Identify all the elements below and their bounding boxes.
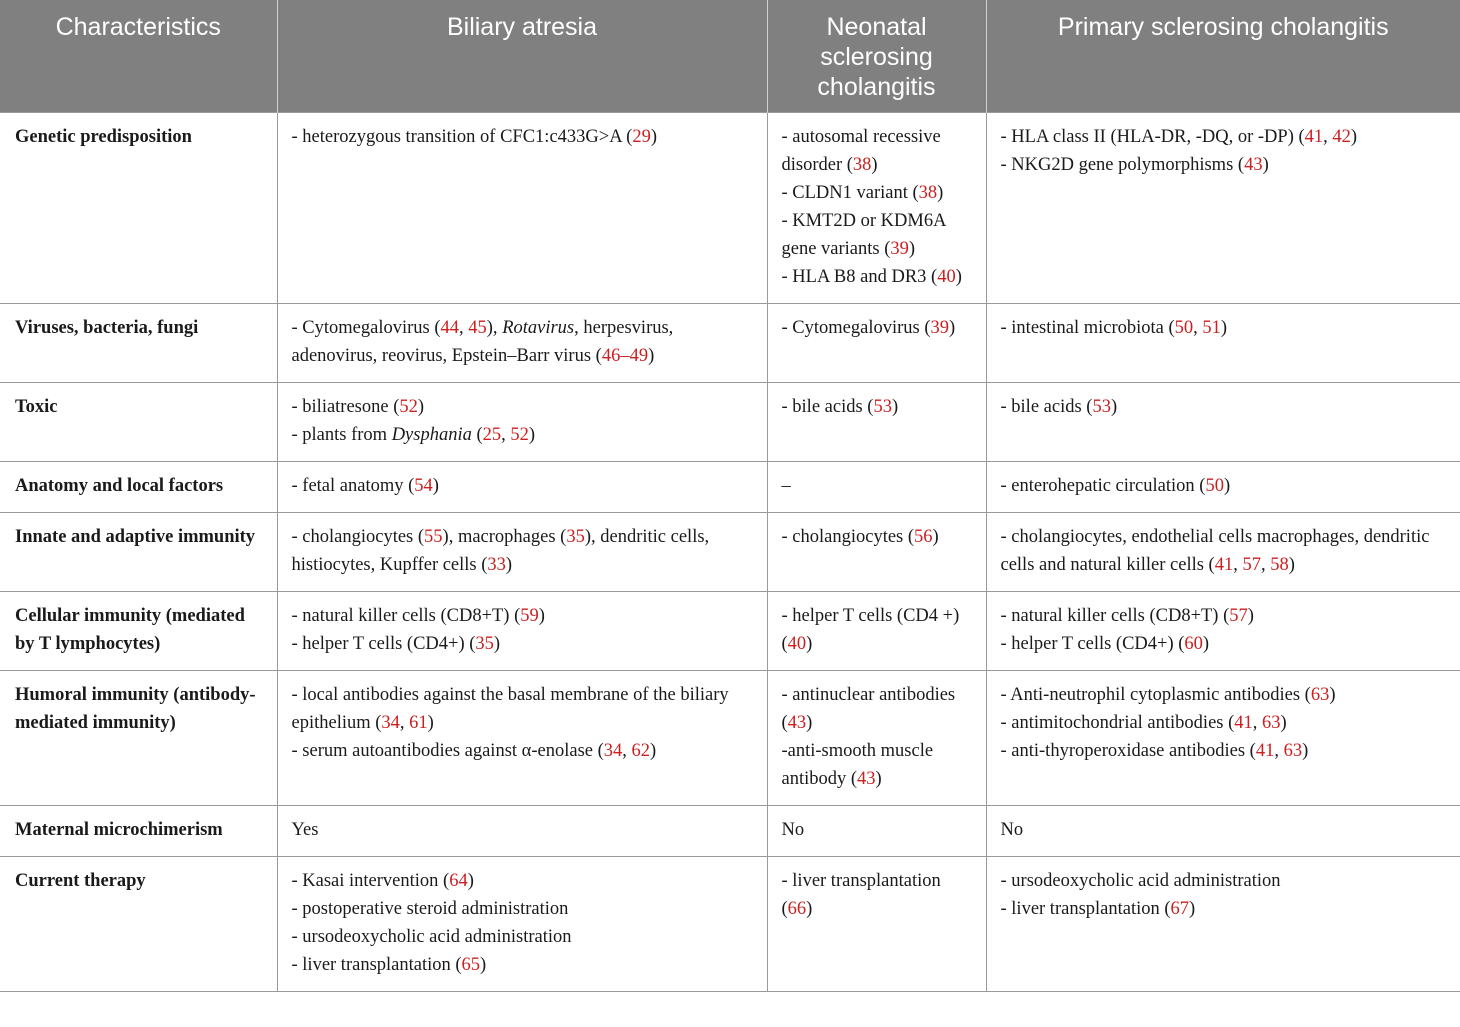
- table-row: [0, 462, 1460, 513]
- text-segment: ): [1202, 634, 1210, 654]
- text-segment: ): [538, 606, 545, 626]
- cell-line: [1001, 472, 1448, 500]
- text-segment: - liver transplantation (: [781, 871, 941, 919]
- cell-primary-sclerosing-cholangitis: [986, 513, 1460, 592]
- text-segment: ): [1302, 741, 1309, 761]
- text-segment: ): [1329, 685, 1336, 705]
- text-segment: ,: [1233, 555, 1243, 575]
- cell-line: [782, 602, 973, 658]
- text-segment: ,: [1252, 713, 1263, 733]
- text-segment: ),: [486, 318, 503, 338]
- text-segment: ,: [1260, 555, 1271, 575]
- reference-link[interactable]: 34: [603, 741, 623, 761]
- cell-primary-sclerosing-cholangitis: [986, 806, 1460, 857]
- cell-primary-sclerosing-cholangitis: [986, 304, 1460, 383]
- text-segment: - antimitochondrial antibodies (: [1000, 713, 1235, 733]
- text-segment: -anti-smooth muscle antibody (: [781, 741, 934, 789]
- reference-link[interactable]: 56: [914, 527, 933, 547]
- text-segment: ,: [1193, 318, 1203, 338]
- text-segment: - Kasai intervention (: [291, 871, 450, 891]
- text-segment: ): [891, 397, 899, 417]
- cell-primary-sclerosing-cholangitis: [986, 592, 1460, 671]
- text-segment: - postoperative steroid administration: [291, 899, 569, 919]
- cell-line: [292, 314, 754, 370]
- reference-link[interactable]: 50: [1205, 476, 1224, 496]
- text-segment: - bile acids (: [781, 397, 874, 417]
- cell-line: [1001, 709, 1448, 737]
- cell-line: [1001, 523, 1448, 579]
- cell-line: [292, 630, 754, 658]
- text-segment: - NKG2D gene polymorphisms (: [1000, 155, 1245, 175]
- cell-primary-sclerosing-cholangitis: [986, 113, 1460, 304]
- text-segment: - helper T cells (CD4 +) (: [781, 606, 960, 654]
- text-segment: , herpesvirus, adenovirus, reovirus, Epstein–Barr virus (: [291, 318, 674, 366]
- reference-link[interactable]: 63: [1310, 685, 1330, 705]
- cell-biliary-atresia: [277, 592, 767, 671]
- reference-link[interactable]: 51: [1202, 318, 1221, 338]
- cell-line: [1001, 393, 1448, 421]
- text-segment: ): [1223, 476, 1231, 496]
- reference-link[interactable]: 52: [510, 425, 529, 445]
- reference-link[interactable]: 57: [1229, 606, 1248, 626]
- text-segment: ): [1220, 318, 1228, 338]
- cell-line: [782, 737, 973, 793]
- cell-line: [782, 867, 973, 923]
- italic-text: Dysphania: [391, 425, 472, 445]
- reference-link[interactable]: 41: [1234, 713, 1253, 733]
- text-segment: - liver transplantation (: [1000, 899, 1171, 919]
- row-label: Maternal microchimerism: [0, 806, 277, 857]
- cell-neonatal-sclerosing-cholangitis: [767, 671, 986, 806]
- text-segment: ), dendritic cells, histiocytes, Kupffer cells (: [291, 527, 710, 575]
- row-label: Cellular immunity (mediated by T lymphocytes): [0, 592, 277, 671]
- cell-line: [292, 895, 754, 923]
- cell-primary-sclerosing-cholangitis: [986, 383, 1460, 462]
- text-segment: ): [480, 955, 487, 975]
- text-segment: - heterozygous transition of CFC1:c433G>A (: [291, 127, 633, 147]
- table-row: [0, 513, 1460, 592]
- reference-link[interactable]: 40: [787, 634, 807, 654]
- reference-link[interactable]: 41: [1304, 127, 1324, 147]
- cell-biliary-atresia: [277, 304, 767, 383]
- cell-neonatal-sclerosing-cholangitis: [767, 113, 986, 304]
- text-segment: ,: [501, 425, 511, 445]
- text-segment: - ursodeoxycholic acid administration: [1000, 871, 1281, 891]
- text-segment: - helper T cells (CD4+) (: [291, 634, 476, 654]
- cell-neonatal-sclerosing-cholangitis: [767, 304, 986, 383]
- text-segment: ): [1110, 397, 1118, 417]
- cell-line: [1001, 867, 1448, 895]
- reference-link[interactable]: 45: [468, 318, 487, 338]
- text-segment: ): [493, 634, 501, 654]
- header-characteristics: Characteristics: [0, 0, 277, 113]
- row-label: Toxic: [0, 383, 277, 462]
- text-segment: - serum autoantibodies against α-enolase (: [291, 741, 604, 761]
- reference-link[interactable]: 55: [424, 527, 443, 547]
- table-row: [0, 113, 1460, 304]
- cell-biliary-atresia: [277, 806, 767, 857]
- cell-biliary-atresia: [277, 671, 767, 806]
- text-segment: - natural killer cells (CD8+T) (: [1000, 606, 1230, 626]
- cell-line: [782, 123, 973, 179]
- text-segment: ,: [399, 713, 410, 733]
- text-segment: ): [937, 183, 944, 203]
- reference-link[interactable]: 35: [566, 527, 585, 547]
- cell-line: [1001, 816, 1448, 844]
- text-segment: ,: [459, 318, 469, 338]
- text-segment: - fetal anatomy (: [291, 476, 415, 496]
- cell-line: [292, 867, 754, 895]
- text-segment: - HLA B8 and DR3 (: [781, 267, 938, 287]
- text-segment: - HLA class II (HLA-DR, -DQ, or -DP) (: [1000, 127, 1305, 147]
- cell-biliary-atresia: [277, 462, 767, 513]
- reference-link[interactable]: 54: [414, 476, 433, 496]
- text-segment: - antinuclear antibodies (: [781, 685, 956, 733]
- reference-link[interactable]: 53: [873, 397, 892, 417]
- text-segment: - enterohepatic circulation (: [1000, 476, 1206, 496]
- reference-link[interactable]: 35: [475, 634, 494, 654]
- text-segment: - bile acids (: [1000, 397, 1093, 417]
- cell-line: [292, 816, 754, 844]
- text-segment: - helper T cells (CD4+) (: [1000, 634, 1185, 654]
- cell-primary-sclerosing-cholangitis: [986, 671, 1460, 806]
- reference-link[interactable]: 39: [930, 318, 950, 338]
- text-segment: ): [1262, 155, 1269, 175]
- cell-neonatal-sclerosing-cholangitis: [767, 462, 986, 513]
- reference-link[interactable]: 46–49: [601, 346, 649, 366]
- text-segment: Yes: [291, 820, 319, 840]
- cell-line: [782, 816, 973, 844]
- row-label: Viruses, bacteria, fungi: [0, 304, 277, 383]
- text-segment: - anti-thyroperoxidase antibodies (: [1000, 741, 1256, 761]
- reference-link[interactable]: 50: [1174, 318, 1194, 338]
- reference-link[interactable]: 43: [1244, 155, 1263, 175]
- text-segment: - natural killer cells (CD8+T) (: [291, 606, 521, 626]
- table-row: [0, 592, 1460, 671]
- reference-link[interactable]: 61: [409, 713, 428, 733]
- table-row: [0, 304, 1460, 383]
- text-segment: - cholangiocytes (: [291, 527, 425, 547]
- cell-line: [292, 123, 754, 151]
- text-segment: ): [932, 527, 939, 547]
- header-primary-sclerosing-cholangitis: Primary sclerosing cholangitis: [986, 0, 1460, 113]
- row-label: Genetic predisposition: [0, 113, 277, 304]
- reference-link[interactable]: 59: [520, 606, 539, 626]
- cell-line: [1001, 123, 1448, 151]
- cell-neonatal-sclerosing-cholangitis: [767, 806, 986, 857]
- cell-line: [292, 393, 754, 421]
- cell-neonatal-sclerosing-cholangitis: [767, 383, 986, 462]
- reference-link[interactable]: 65: [461, 955, 481, 975]
- text-segment: ): [432, 476, 439, 496]
- reference-link[interactable]: 38: [852, 155, 872, 175]
- cell-line: [1001, 151, 1448, 179]
- reference-link[interactable]: 66: [787, 899, 807, 919]
- reference-link[interactable]: 43: [787, 713, 807, 733]
- text-segment: ): [528, 425, 536, 445]
- row-label: Current therapy: [0, 857, 277, 992]
- table-row: [0, 857, 1460, 992]
- cell-primary-sclerosing-cholangitis: [986, 857, 1460, 992]
- reference-link[interactable]: 39: [890, 239, 909, 259]
- reference-link[interactable]: 25: [482, 425, 502, 445]
- cell-neonatal-sclerosing-cholangitis: [767, 857, 986, 992]
- text-segment: - CLDN1 variant (: [781, 183, 919, 203]
- reference-link[interactable]: 60: [1184, 634, 1203, 654]
- text-segment: –: [781, 476, 791, 496]
- row-label: Anatomy and local factors: [0, 462, 277, 513]
- header-neonatal-sclerosing-cholangitis: Neonatal sclerosing cholangitis: [767, 0, 986, 113]
- header-biliary-atresia: Biliary atresia: [277, 0, 767, 113]
- text-segment: ,: [1274, 741, 1284, 761]
- cell-biliary-atresia: [277, 857, 767, 992]
- text-segment: - Cytomegalovirus (: [781, 318, 931, 338]
- text-segment: ): [650, 741, 657, 761]
- table-header: [0, 0, 1460, 113]
- cell-line: [292, 472, 754, 500]
- cell-line: [782, 681, 973, 737]
- text-segment: - cholangiocytes (: [781, 527, 915, 547]
- text-segment: - cholangiocytes, endothelial cells macrophages, dendritic cells and natural killer cells (: [1000, 527, 1430, 575]
- reference-link[interactable]: 41: [1214, 555, 1234, 575]
- row-label: Humoral immunity (antibody-mediated immunity): [0, 671, 277, 806]
- text-segment: No: [1000, 820, 1024, 840]
- header-row: [0, 0, 1460, 113]
- cell-line: [782, 179, 973, 207]
- cell-line: [292, 421, 754, 449]
- reference-link[interactable]: 57: [1242, 555, 1261, 575]
- reference-link[interactable]: 29: [632, 127, 651, 147]
- cell-line: [292, 681, 754, 737]
- table-row: [0, 806, 1460, 857]
- text-segment: - autosomal recessive disorder (: [781, 127, 941, 175]
- table-row: [0, 383, 1460, 462]
- text-segment: ): [908, 239, 916, 259]
- text-segment: ): [505, 555, 513, 575]
- text-segment: - ursodeoxycholic acid administration: [291, 927, 572, 947]
- cell-neonatal-sclerosing-cholangitis: [767, 513, 986, 592]
- text-segment: ,: [1323, 127, 1333, 147]
- cell-line: [782, 523, 973, 551]
- cell-line: [782, 393, 973, 421]
- text-segment: ): [1280, 713, 1287, 733]
- text-segment: ): [806, 634, 813, 654]
- text-segment: ): [648, 346, 655, 366]
- text-segment: ): [1288, 555, 1295, 575]
- italic-text: Rotavirus: [502, 318, 575, 338]
- text-segment: - local antibodies against the basal membrane of the biliary epithelium (: [291, 685, 729, 733]
- text-segment: - KMT2D or KDM6A gene variants (: [781, 211, 946, 259]
- cell-line: [292, 523, 754, 579]
- reference-link[interactable]: 52: [399, 397, 418, 417]
- table-row: [0, 671, 1460, 806]
- cell-line: [292, 951, 754, 979]
- text-segment: ): [417, 397, 425, 417]
- text-segment: ): [955, 267, 962, 287]
- reference-link[interactable]: 40: [937, 267, 956, 287]
- cell-line: [782, 263, 973, 291]
- reference-link[interactable]: 63: [1283, 741, 1303, 761]
- text-segment: ): [871, 155, 878, 175]
- text-segment: - Cytomegalovirus (: [291, 318, 441, 338]
- reference-link[interactable]: 63: [1262, 713, 1281, 733]
- cell-line: [782, 472, 973, 500]
- text-segment: ): [1247, 606, 1254, 626]
- table-body: [0, 113, 1460, 992]
- text-segment: ): [1350, 127, 1358, 147]
- cell-line: [292, 602, 754, 630]
- text-segment: ): [806, 713, 813, 733]
- cell-line: [1001, 681, 1448, 709]
- text-segment: No: [781, 820, 805, 840]
- text-segment: - intestinal microbiota (: [1000, 318, 1175, 338]
- text-segment: ): [949, 318, 956, 338]
- cell-line: [1001, 737, 1448, 765]
- cell-line: [782, 314, 973, 342]
- text-segment: ), macrophages (: [442, 527, 567, 547]
- cell-biliary-atresia: [277, 113, 767, 304]
- text-segment: ): [467, 871, 474, 891]
- reference-link[interactable]: 62: [631, 741, 651, 761]
- cell-biliary-atresia: [277, 383, 767, 462]
- reference-link[interactable]: 42: [1332, 127, 1351, 147]
- cell-primary-sclerosing-cholangitis: [986, 462, 1460, 513]
- cell-biliary-atresia: [277, 513, 767, 592]
- cell-neonatal-sclerosing-cholangitis: [767, 592, 986, 671]
- text-segment: - biliatresone (: [291, 397, 400, 417]
- reference-link[interactable]: 43: [857, 769, 876, 789]
- cell-line: [1001, 630, 1448, 658]
- reference-link[interactable]: 41: [1255, 741, 1275, 761]
- text-segment: ): [806, 899, 813, 919]
- cell-line: [782, 207, 973, 263]
- reference-link[interactable]: 38: [918, 183, 938, 203]
- reference-link[interactable]: 53: [1092, 397, 1111, 417]
- text-segment: ): [875, 769, 882, 789]
- text-segment: ,: [622, 741, 632, 761]
- text-segment: ): [1189, 899, 1196, 919]
- reference-link[interactable]: 33: [487, 555, 506, 575]
- cell-line: [1001, 895, 1448, 923]
- cell-line: [292, 923, 754, 951]
- reference-link[interactable]: 44: [440, 318, 460, 338]
- cell-line: [292, 737, 754, 765]
- reference-link[interactable]: 64: [449, 871, 468, 891]
- text-segment: - liver transplantation (: [291, 955, 462, 975]
- reference-link[interactable]: 34: [381, 713, 400, 733]
- reference-link[interactable]: 67: [1170, 899, 1190, 919]
- reference-link[interactable]: 58: [1270, 555, 1289, 575]
- cell-line: [1001, 314, 1448, 342]
- row-label: Innate and adaptive immunity: [0, 513, 277, 592]
- cell-line: [1001, 602, 1448, 630]
- text-segment: - plants from: [291, 425, 392, 445]
- text-segment: ): [650, 127, 657, 147]
- text-segment: - Anti-neutrophil cytoplasmic antibodies (: [1000, 685, 1311, 705]
- text-segment: (: [471, 425, 483, 445]
- text-segment: ): [427, 713, 434, 733]
